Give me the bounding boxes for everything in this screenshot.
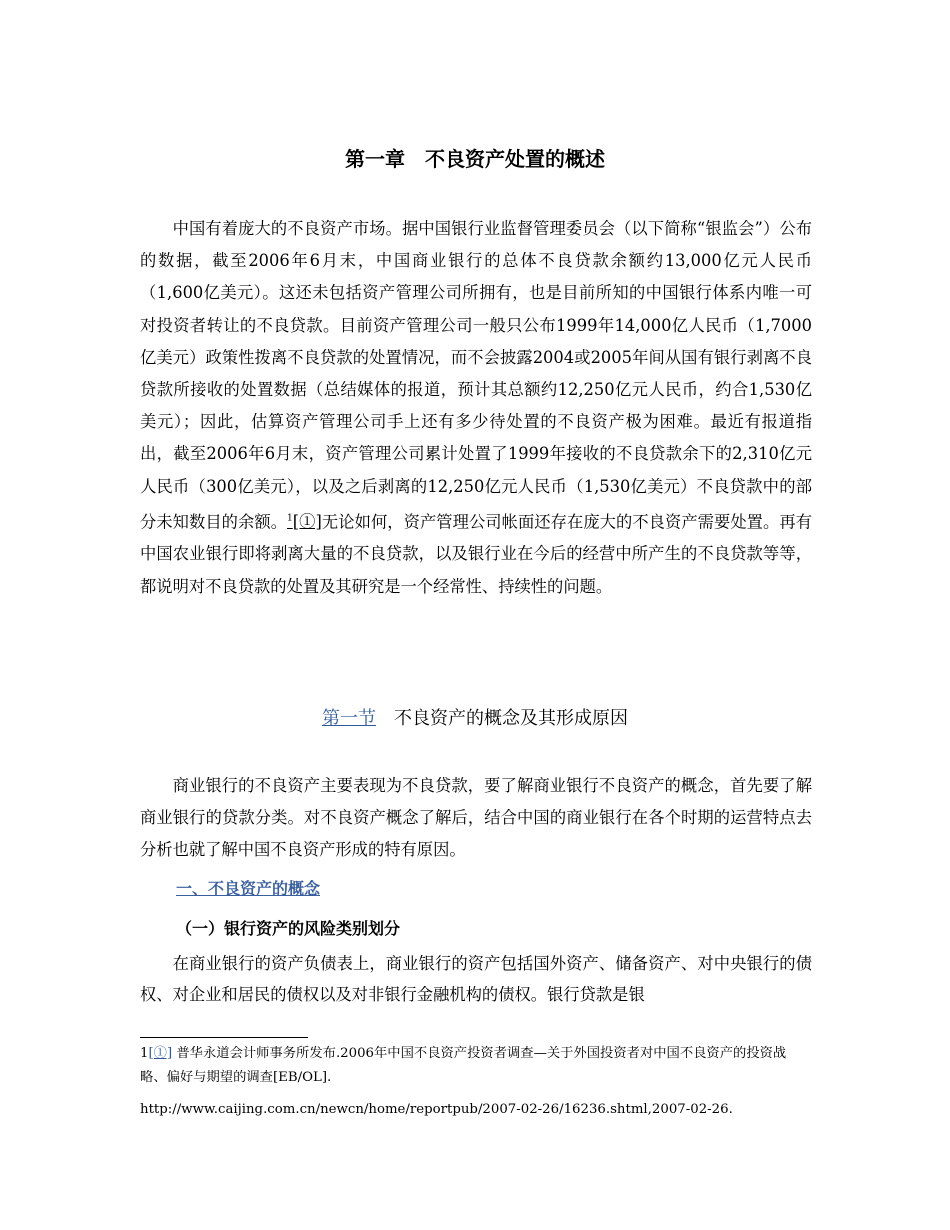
paragraph-intro-text-a: 中国有着庞大的不良资产市场。据中国银行业监督管理委员会（以下简称“银监会”）公布的数据，截至2006年6月末，中国商业银行的总体不良贷款余额约13,000亿元人民币（1,600亿美元）。这还未包括资产管理公司所拥有，也是目前所知的中国银行体系内唯一可对投资者转让的不良贷款。目前资产管理公司一般只公布1999年14,000亿人民币（1,7000亿美元）政策性拨离不良贷款的处置情况，而不会披露2004或2005年间从国有银行剥离不良贷款所接收的处置数据（总结媒体的报道，预计其总额约12,250亿元人民币，约合1,530亿美元）；因此，估算资产管理公司手上还有多少待处置的不良资产极为困难。最近有报道指出，截至2006年6月末，资产管理公司累计处置了1999年接收的不良贷款余下的2,310亿元人民币（300亿美元），以及之后剥离的12,250亿元人民币（1,530亿美元）不良贷款中的部分未知数目的余额。	[140, 219, 812, 532]
footnote-text: 普华永道会计师事务所发布.2006年中国不良资产投资者调查—关于外国投资者对中国不良资产的投资战略、偏好与期望的调查[EB/OL].	[140, 1046, 787, 1085]
section-title-text: 不良资产的概念及其形成原因	[394, 708, 628, 729]
paragraph-asset-classes: 在商业银行的资产负债表上，商业银行的资产包括国外资产、储备资产、对中央银行的债权、对企业和居民的债权以及对非银行金融机构的债权。银行贷款是银	[140, 954, 812, 1004]
footnote-url: http://www.caijing.com.cn/newcn/home/reportpub/2007-02-26/16236.shtml,2007-02-26.	[140, 1102, 733, 1117]
footnote-reference-number: 1	[287, 513, 293, 524]
subsection-heading-link[interactable]: 一、不良资产的概念	[176, 879, 321, 898]
section-heading	[140, 704, 810, 734]
section-number-link[interactable]: 第一节	[322, 708, 376, 729]
footnote-reference-mark: [①]	[292, 512, 322, 532]
footnote	[140, 1042, 812, 1090]
footnote-separator	[140, 1037, 308, 1038]
chapter-title: 第一章 不良资产处置的概述	[345, 147, 605, 171]
footnote-number: 1	[140, 1046, 149, 1061]
paragraph-intro-text-b: 无论如何，资产管理公司帐面还存在庞大的不良资产需要处置。再有中国农业银行即将剥离大量的不良贷款，以及银行业在今后的经营中所产生的不良贷款等等，都说明对不良贷款的处置及其研究是一个经常性、持续性的问题。	[140, 512, 812, 596]
footnote-backlink[interactable]: [①]	[148, 1046, 173, 1061]
footnote-reference-link[interactable]	[287, 512, 322, 531]
paragraph-intro	[140, 213, 812, 603]
subsubsection-heading: （一）银行资产的风险类别划分	[176, 919, 401, 938]
paragraph-section-intro: 商业银行的不良资产主要表现为不良贷款，要了解商业银行不良资产的概念，首先要了解商业银行的贷款分类。对不良资产概念了解后，结合中国的商业银行在各个时期的运营特点去分析也就了解中国不良资产形成的特有原因。	[140, 776, 812, 860]
